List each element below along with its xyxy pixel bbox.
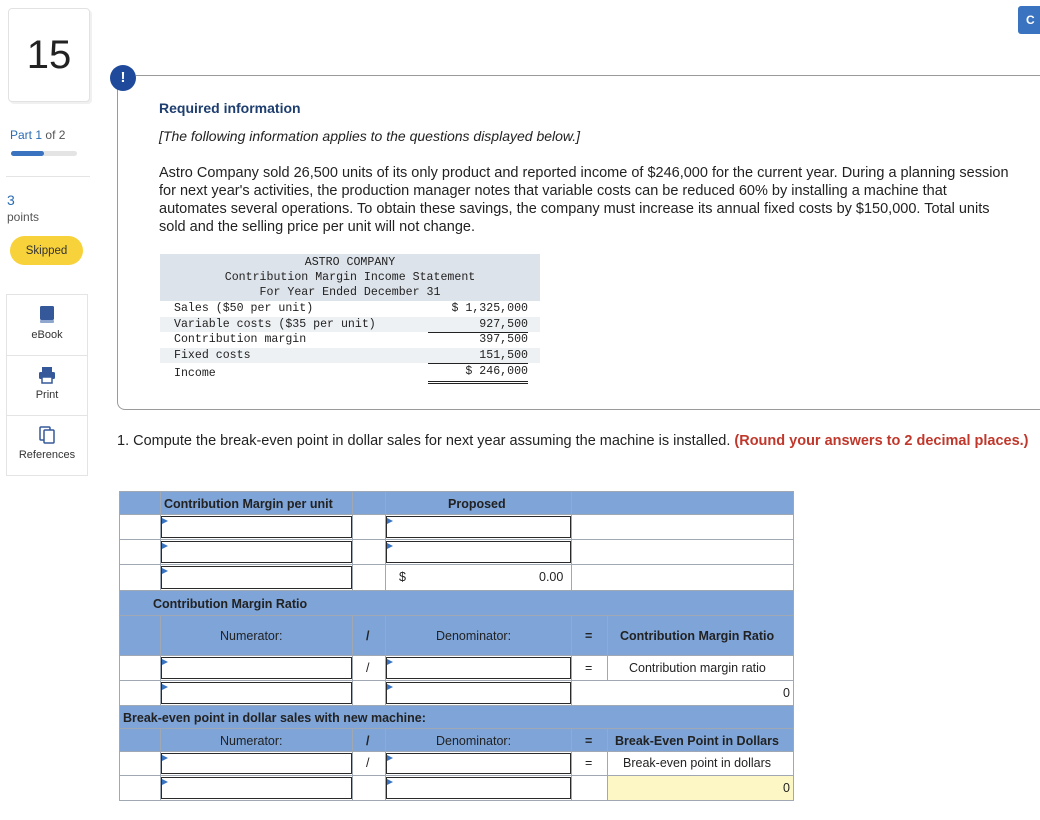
ebook-button[interactable] <box>7 305 87 341</box>
grid-header-cell <box>607 615 794 656</box>
statement-company: ASTRO COMPANY <box>304 256 396 269</box>
grid-header-cell <box>352 491 386 515</box>
section-band <box>119 590 794 616</box>
divide-sign: / <box>366 629 370 643</box>
question-number[interactable]: 15 <box>8 8 90 102</box>
denominator-input[interactable] <box>386 777 571 799</box>
answer-grid <box>119 491 794 801</box>
statement-row-contribution-margin <box>160 332 540 348</box>
print-button[interactable] <box>7 365 87 401</box>
row-amount: 397,500 <box>479 333 528 346</box>
panel-top-border <box>136 75 1040 76</box>
row-amount: 927,500 <box>428 317 528 334</box>
tools-panel <box>6 294 88 476</box>
cm-ratio-header: Contribution Margin Ratio <box>620 629 775 643</box>
denominator-label: Denominator: <box>436 629 512 643</box>
dollar-sign: $ <box>399 570 406 584</box>
points-value: 3 <box>7 192 15 208</box>
grid-header-cell <box>571 728 608 752</box>
grid-header-cell <box>160 491 353 515</box>
required-info-body: Astro Company sold 26,500 units of its only product and reported income of $246,000 for the current year. During a planning session for next year's activities, the production manager notes that variable costs can be reduced 60% by installing a machine that automates several operations. To obtain these savings, the company must increase its annual fixed costs by $150,000. Total units sold and the selling price per unit will not change. <box>159 165 1009 235</box>
equals-sign: = <box>585 629 593 643</box>
divider <box>6 176 90 177</box>
divide-sign: / <box>366 756 370 770</box>
breakeven-value: 0 <box>783 781 790 795</box>
cm-ratio-value: 0 <box>783 686 790 700</box>
statement-row-variable-costs <box>160 317 540 333</box>
proposed-header: Proposed <box>448 497 506 511</box>
printer-icon <box>37 365 57 385</box>
cm-per-unit-header: Contribution Margin per unit <box>164 497 333 511</box>
part-progress-fill <box>11 151 44 156</box>
row-label: Contribution margin <box>174 333 307 346</box>
divider <box>7 415 87 416</box>
statement-period: For Year Ended December 31 <box>259 286 441 299</box>
grid-header-cell <box>119 615 161 656</box>
denominator-input[interactable] <box>386 657 571 679</box>
statement-header <box>160 254 540 301</box>
cm-label-input[interactable] <box>161 541 352 563</box>
grid-header-cell <box>160 615 353 656</box>
grid-header-cell <box>385 615 572 656</box>
grid-header-cell <box>160 728 353 752</box>
numerator-input[interactable] <box>161 753 352 774</box>
proposed-input[interactable] <box>386 516 571 538</box>
question-prompt <box>117 432 1037 450</box>
rounding-instruction: (Round your answers to 2 decimal places.) <box>734 433 1029 449</box>
statement-row-sales <box>160 301 540 317</box>
grid-header-cell <box>385 491 572 515</box>
required-info-note: [The following information applies to the questions displayed below.] <box>159 128 581 144</box>
section-band <box>119 705 794 729</box>
grid-header-cell <box>385 728 572 752</box>
equals-sign: = <box>585 661 593 675</box>
statement-title: Contribution Margin Income Statement <box>224 271 476 284</box>
statement-row-fixed-costs <box>160 348 540 364</box>
numerator-input[interactable] <box>161 777 352 799</box>
grid-header-cell <box>607 728 794 752</box>
status-badge: Skipped <box>10 236 83 265</box>
divide-sign: / <box>366 661 370 675</box>
part-word: Part <box>10 128 33 142</box>
row-label: Variable costs ($35 per unit) <box>174 317 376 331</box>
required-info-title: Required information <box>159 100 301 116</box>
cm-label-input[interactable] <box>161 566 352 589</box>
row-label: Fixed costs <box>174 348 251 362</box>
part-label <box>10 128 42 142</box>
grid-header-cell <box>119 491 161 515</box>
cm-ratio-section-title: Contribution Margin Ratio <box>153 597 308 611</box>
income-statement <box>160 254 540 385</box>
breakeven-result-cell <box>607 775 794 801</box>
part-progress-bar <box>11 151 77 156</box>
part-current: 1 <box>35 128 43 142</box>
denominator-label: Denominator: <box>436 734 512 748</box>
book-icon <box>38 305 56 325</box>
left-rail <box>0 0 96 820</box>
ebook-label: eBook <box>31 329 63 341</box>
breakeven-row-label: Break-even point in dollars <box>623 756 771 770</box>
denominator-input[interactable] <box>386 682 571 704</box>
grid-header-cell <box>119 728 161 752</box>
cm-per-unit-value: 0.00 <box>539 570 564 584</box>
numerator-input[interactable] <box>161 682 352 704</box>
references-label: References <box>18 449 76 461</box>
part-indicator <box>10 128 65 142</box>
equals-sign: = <box>585 734 593 748</box>
print-label: Print <box>35 389 59 401</box>
references-button[interactable] <box>7 425 87 461</box>
divide-sign: / <box>366 734 370 748</box>
grid-header-cell <box>352 615 386 656</box>
breakeven-header: Break-Even Point in Dollars <box>615 734 779 748</box>
numerator-label: Numerator: <box>220 734 283 748</box>
numerator-label: Numerator: <box>220 629 283 643</box>
row-amount: $ 1,325,000 <box>451 302 528 315</box>
grid-header-cell <box>571 615 608 656</box>
alert-icon: ! <box>110 65 136 91</box>
statement-row-income <box>160 363 540 385</box>
points-label: points <box>7 210 40 224</box>
divider <box>7 355 87 356</box>
column-divider <box>352 514 386 591</box>
part-total: of 2 <box>45 128 66 142</box>
cm-label-input[interactable] <box>161 516 352 538</box>
question-text: 1. Compute the break-even point in dollar sales for next year assuming the machine is installed. <box>117 433 731 449</box>
grid-header-cell <box>571 491 794 515</box>
numerator-input[interactable] <box>161 657 352 679</box>
proposed-input[interactable] <box>386 541 571 563</box>
row-amount: $ 246,000 <box>428 363 528 384</box>
breakeven-section-title: Break-even point in dollar sales with new machine: <box>123 711 426 725</box>
row-label: Income <box>174 367 216 380</box>
denominator-input[interactable] <box>386 753 571 774</box>
row-label: Sales ($50 per unit) <box>174 302 314 315</box>
row-amount: 151,500 <box>428 348 528 365</box>
equals-sign: = <box>585 756 593 770</box>
cm-ratio-row-label: Contribution margin ratio <box>629 661 766 675</box>
corner-button[interactable]: C <box>1018 6 1040 34</box>
references-icon <box>38 425 56 445</box>
grid-header-cell <box>352 728 386 752</box>
